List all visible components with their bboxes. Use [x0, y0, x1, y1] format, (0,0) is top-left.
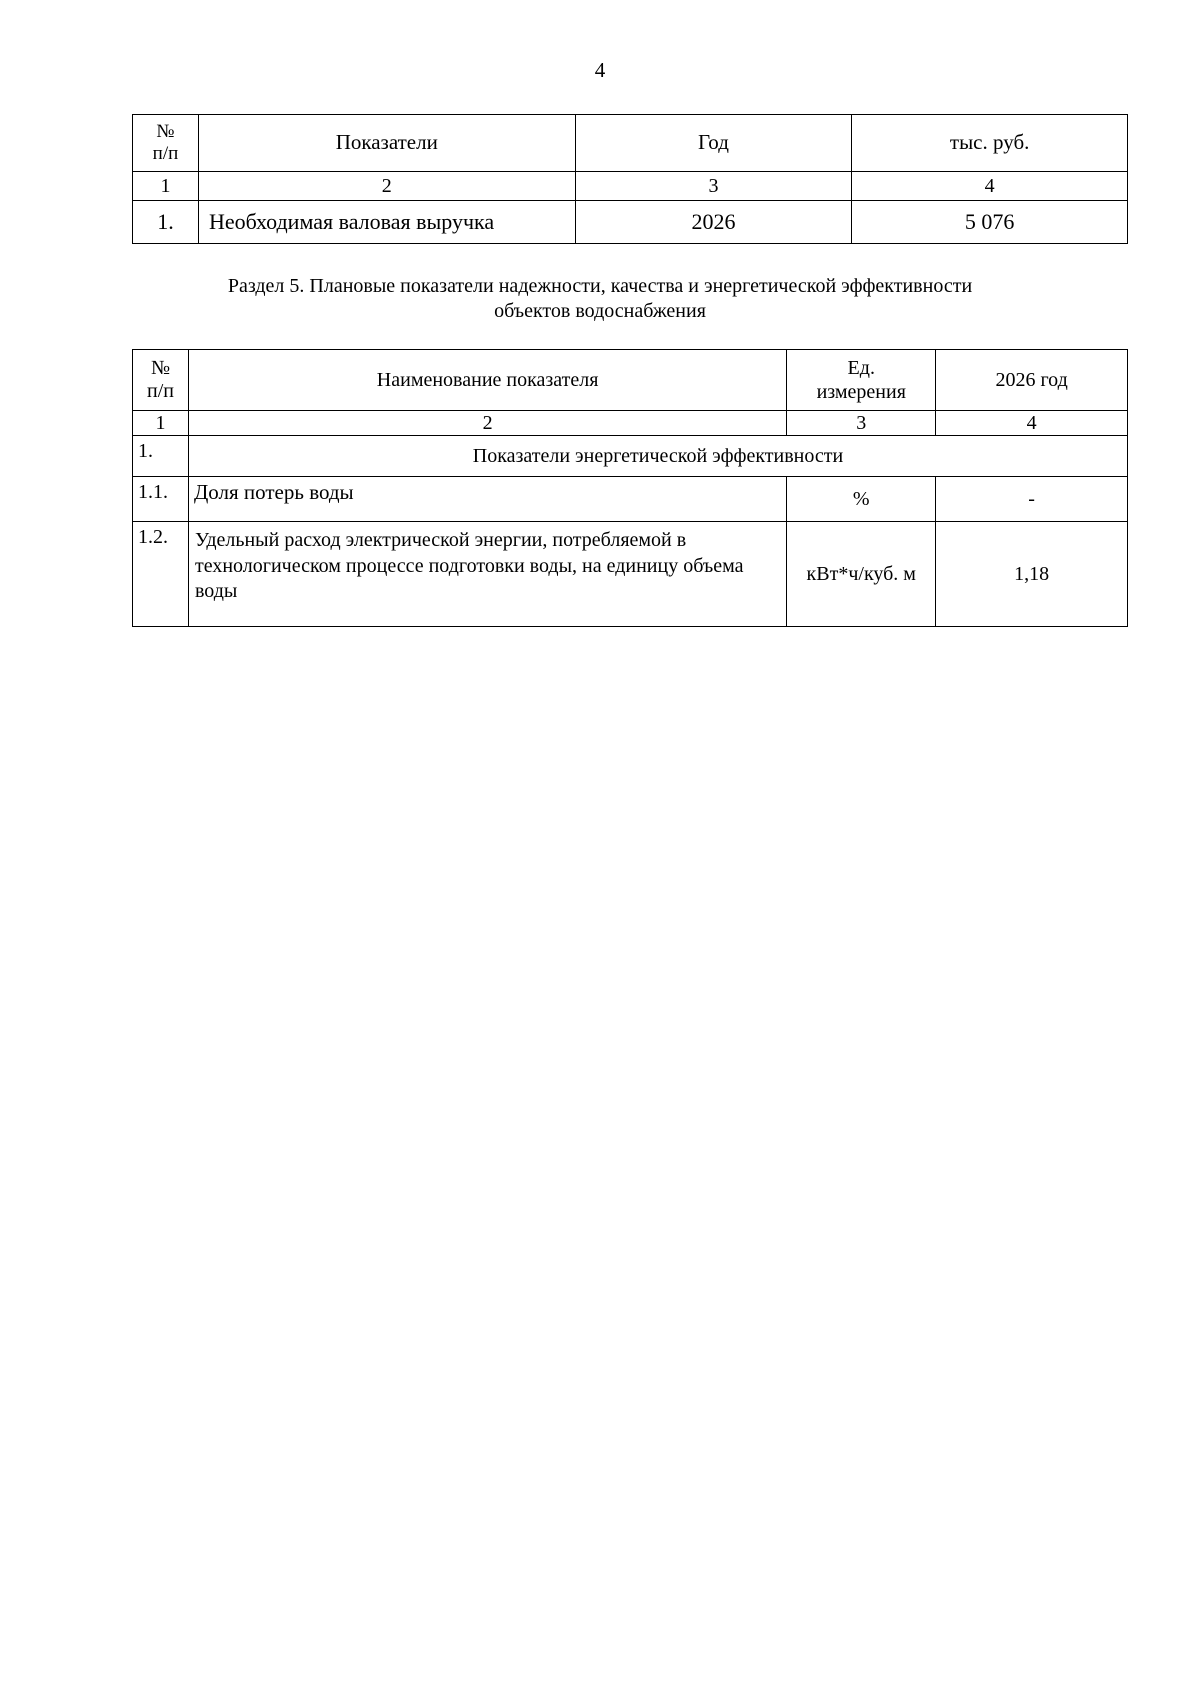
group-title: Показатели энергетической эффективности: [188, 436, 1127, 477]
table-header-row: [133, 115, 1128, 172]
row-name: Удельный расход электрической энергии, потребляемой в технологическом процессе подготовки воды, на единицу объема воды: [188, 522, 786, 627]
group-row: [133, 436, 1128, 477]
column-number: 3: [787, 411, 936, 436]
header-indicator: Показатели: [198, 115, 575, 172]
row-name: Необходимая валовая выручка: [198, 201, 575, 244]
column-number: 4: [852, 172, 1128, 201]
row-number: 1.2.: [133, 522, 189, 627]
group-number: 1.: [133, 436, 189, 477]
header-number: № п/п: [133, 115, 199, 172]
section-title: Раздел 5. Плановые показатели надежности, качества и энергетической эффективности объектов водоснабжения: [227, 275, 973, 322]
header-year: 2026 год: [936, 350, 1128, 411]
row-name: Доля потерь воды: [188, 477, 786, 522]
header-unit: Ед. измерения: [787, 350, 936, 411]
row-number: 1.1.: [133, 477, 189, 522]
column-number: 4: [936, 411, 1128, 436]
row-number: 1.: [133, 201, 199, 244]
column-number: 1: [133, 411, 189, 436]
indicators-table: [132, 349, 1128, 627]
page-number: 4: [594, 58, 606, 82]
column-number-row: [133, 411, 1128, 436]
row-value: -: [936, 477, 1128, 522]
column-number: 1: [133, 172, 199, 201]
row-value: 5 076: [852, 201, 1128, 244]
revenue-table: [132, 114, 1128, 244]
column-number: 3: [575, 172, 852, 201]
table-row: [133, 477, 1128, 522]
header-year: Год: [575, 115, 852, 172]
table-header-row: [133, 350, 1128, 411]
header-amount: тыс. руб.: [852, 115, 1128, 172]
header-name: Наименование показателя: [188, 350, 786, 411]
row-year: 2026: [575, 201, 852, 244]
column-number: 2: [188, 411, 786, 436]
row-value: 1,18: [936, 522, 1128, 627]
table-row: [133, 522, 1128, 627]
column-number-row: [133, 172, 1128, 201]
row-unit: кВт*ч/куб. м: [787, 522, 936, 627]
row-unit: %: [787, 477, 936, 522]
column-number: 2: [198, 172, 575, 201]
header-number: № п/п: [133, 350, 189, 411]
table-row: [133, 201, 1128, 244]
